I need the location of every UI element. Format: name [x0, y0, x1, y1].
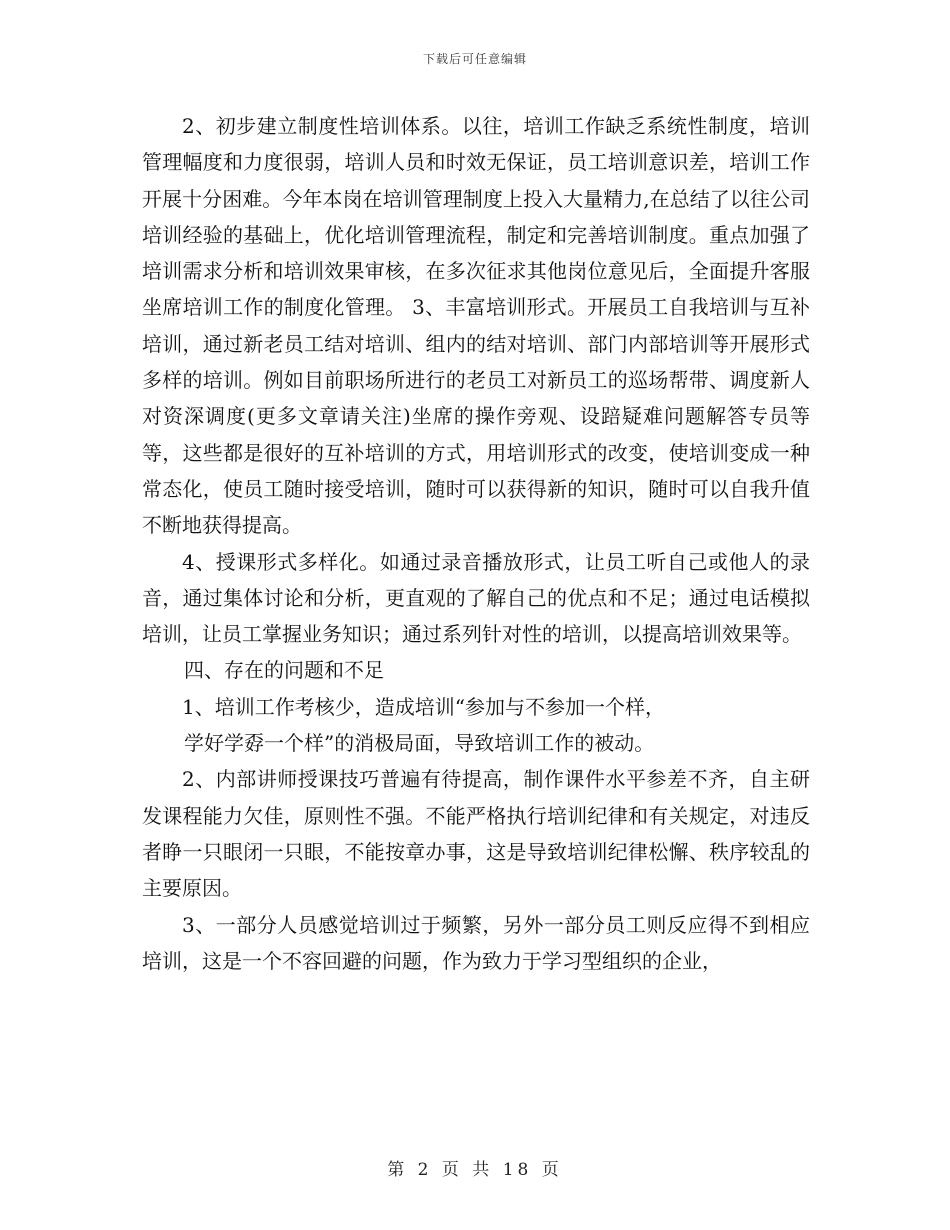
- paragraph-training-frequency: 3、一部分人员感觉培训过于频繁，另外一部分员工则反应得不到相应培训，这是一个不容回避的问题，作为致力于学习型组织的企业，: [142, 912, 810, 973]
- page-header: 下载后可任意编辑: [422, 52, 527, 66]
- paragraph-assessment-continued: 学好学孬一个样”的消极局面，导致培训工作的被动。: [184, 731, 655, 756]
- paragraph-teaching-forms: 4、授课形式多样化。如通过录音播放形式，让员工听自己或他人的录音，通过集体讨论和分析，更直观的了解自己的优点和不足；通过电话模拟培训，让员工掌握业务知识；通过系列针对性的培训，以提高培训效果等。: [142, 549, 810, 647]
- document-body: [142, 108, 810, 979]
- page-number: 第 2 页 共 18 页: [387, 1160, 563, 1180]
- paragraph-assessment: 1、培训工作考核少，造成培训“参加与不参加一个样，: [182, 694, 665, 719]
- paragraph-training-system: 2、初步建立制度性培训体系。以往，培训工作缺乏系统性制度，培训管理幅度和力度很弱，培训人员和时效无保证，员工培训意识差，培训工作开展十分困难。今年本岗在培训管理制度上投入大量精力,在总结了以往公司培训经验的基础上，优化培训管理流程，制定和完善培训制度。重点加强了培训需求分析和培训效果审核，在多次征求其他岗位意见后，全面提升客服坐席培训工作的制度化管理。 3、丰富培训形式。开展员工自我培训与互补培训，通过新老员工结对培训、组内的结对培训、部门内部培训等开展形式多样的培训。例如目前职场所进行的老员工对新员工的巡场帮带、调度新人对资深调度(更多文章请关注)坐席的操作旁观、设踣疑难问题解答专员等等，这些都是很好的互补培训的方式，用培训形式的改变，使培训变成一种常态化，使员工随时接受培训，随时可以获得新的知识，随时可以自我升值不断地获得提高。: [142, 114, 810, 538]
- section-heading-problems: 四、存在的问题和不足: [184, 658, 384, 683]
- paragraph-internal-trainers: 2、内部讲师授课技巧普遍有待提高，制作课件水平参差不齐，自主研发课程能力欠佳，原则性不强。不能严格执行培训纪律和有关规定，对违反者睁一只眼闭一只眼，不能按章办事，这是导致培训纪律松懈、秩序较乱的主要原因。: [142, 767, 810, 901]
